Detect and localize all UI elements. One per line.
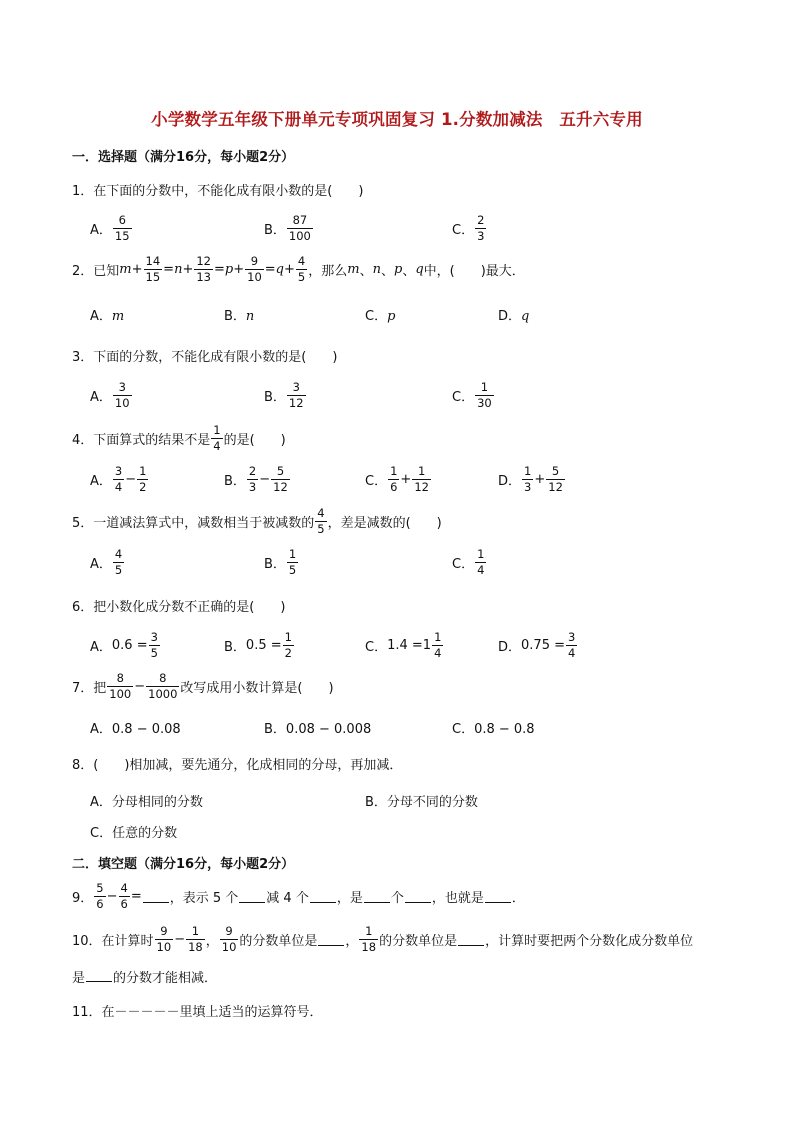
q1-option-b: B． $\frac{87}{100}$ bbox=[264, 213, 311, 244]
q4-option-b: B． $\frac{2}{3}$ − $\frac{5}{12}$ bbox=[224, 464, 288, 495]
q5-option-c: C． $\frac{1}{4}$ bbox=[452, 547, 485, 578]
fraction: $\frac{1}{30}$ bbox=[477, 380, 492, 411]
fraction: $\frac{12}{13}$ bbox=[196, 254, 211, 285]
question-5: 5．一道减法算式中，减数相当于被减数的 $\frac{4}{5}$ ，差是减数的( ) bbox=[72, 506, 442, 537]
q3-option-a: A． $\frac{3}{10}$ bbox=[90, 380, 130, 411]
q2-option-b: B．n bbox=[224, 309, 255, 324]
answer-blank[interactable] bbox=[318, 933, 344, 946]
q6-option-b: B． 0.5 = $\frac{1}{2}$ bbox=[224, 630, 292, 661]
q8-option-c: C．任意的分数 bbox=[90, 826, 178, 841]
question-1: 1．在下面的分数中，不能化成有限小数的是( ) bbox=[72, 184, 364, 199]
answer-blank[interactable] bbox=[86, 969, 112, 982]
fraction: $\frac{87}{100}$ bbox=[288, 213, 311, 244]
q1-option-a: A． $\frac{6}{15}$ bbox=[90, 213, 130, 244]
question-3: 3．下面的分数，不能化成有限小数的是( ) bbox=[72, 350, 338, 365]
answer-blank[interactable] bbox=[239, 890, 265, 903]
q8-option-b: B．分母不同的分数 bbox=[365, 795, 478, 810]
page-title: 小学数学五年级下册单元专项巩固复习 1.分数加减法 五升六专用 bbox=[151, 110, 643, 129]
q5-option-a: A． $\frac{4}{5}$ bbox=[90, 547, 123, 578]
q4-option-a: A． $\frac{3}{4}$ − $\frac{1}{2}$ bbox=[90, 464, 147, 495]
q5-option-b: B． $\frac{1}{5}$ bbox=[264, 547, 297, 578]
q1-option-c: C． $\frac{2}{3}$ bbox=[452, 213, 485, 244]
q4-option-c: C． $\frac{1}{6}$ + $\frac{1}{12}$ bbox=[365, 464, 429, 495]
section-fill-in: 二．填空题（满分16分，每小题2分） bbox=[72, 857, 295, 872]
q6-option-c: C． 1.4 = 1 $\frac{1}{4}$ bbox=[365, 630, 442, 661]
question-11: 11．在－－－－－里填上适当的运算符号． bbox=[72, 1005, 323, 1020]
section-multiple-choice: 一．选择题（满分16分，每小题2分） bbox=[72, 150, 295, 165]
answer-blank[interactable] bbox=[458, 933, 484, 946]
q7-option-c: C．0.8 − 0.8 bbox=[452, 722, 535, 737]
question-10: 10．在计算时 $\frac{9}{10}$ − $\frac{1}{18}$ ， $\frac{9}{10}$ 的分数单位是 ， $\frac{1}{18}$ 的分数单位是 ，计算时要把两个分数化成分数单位 bbox=[72, 924, 694, 955]
q8-option-a: A．分母相同的分数 bbox=[90, 795, 203, 810]
answer-blank[interactable] bbox=[143, 890, 169, 903]
q2-option-a: A．m bbox=[90, 309, 125, 324]
fraction: $\frac{9}{10}$ bbox=[247, 254, 262, 285]
question-4: 4．下面算式的结果不是 $\frac{1}{4}$ 的是( ) bbox=[72, 423, 286, 454]
question-8: 8．( )相加减，要先通分，化成相同的分母，再加减． bbox=[72, 758, 403, 773]
fraction: $\frac{4}{5}$ bbox=[317, 506, 325, 537]
q6-option-d: D． 0.75 = $\frac{3}{4}$ bbox=[498, 630, 576, 661]
q2-option-d: D．q bbox=[498, 309, 530, 324]
fraction: $\frac{1}{4}$ bbox=[213, 423, 221, 454]
q7-option-b: B．0.08 − 0.008 bbox=[264, 722, 372, 737]
fraction: $\frac{3}{10}$ bbox=[114, 380, 130, 411]
fraction: $\frac{14}{15}$ bbox=[145, 254, 161, 285]
q3-option-c: C． $\frac{1}{30}$ bbox=[452, 380, 492, 411]
answer-blank[interactable] bbox=[310, 890, 336, 903]
fraction: $\frac{2}{3}$ bbox=[477, 213, 485, 244]
question-10-line-2: 是 的分数才能相减． bbox=[72, 971, 218, 986]
fraction: $\frac{4}{5}$ bbox=[297, 254, 306, 285]
q2-option-c: C．p bbox=[365, 309, 396, 324]
question-7: 7．把 $\frac{8}{100}$ − $\frac{8}{1000}$ 改写成用小数计算是( ) bbox=[72, 671, 334, 702]
question-9: 9． $\frac{5}{6}$ − $\frac{4}{6}$ = ，表示 5 个 减 4 个 ，是 个 ，也就是 ． bbox=[72, 881, 525, 912]
question-2: 2．已知 m + $\frac{14}{15}$ = n + $\frac{12}{13}$ = p + $\frac{9}{10}$ = q + $\frac{4}{5}$ ，那么 m 、 n 、 p 、 q 中，( )最大． bbox=[72, 254, 525, 285]
q3-option-b: B． $\frac{3}{12}$ bbox=[264, 380, 304, 411]
fraction: $\frac{3}{12}$ bbox=[288, 380, 304, 411]
q6-option-a: A． 0.6 = $\frac{3}{5}$ bbox=[90, 630, 158, 661]
answer-blank[interactable] bbox=[485, 890, 511, 903]
q7-option-a: A．0.8 − 0.08 bbox=[90, 722, 181, 737]
question-6: 6．把小数化成分数不正确的是( ) bbox=[72, 600, 286, 615]
fraction: $\frac{6}{15}$ bbox=[114, 213, 130, 244]
q4-option-d: D． $\frac{1}{3}$ + $\frac{5}{12}$ bbox=[498, 464, 563, 495]
answer-blank[interactable] bbox=[364, 890, 390, 903]
answer-blank[interactable] bbox=[405, 890, 431, 903]
